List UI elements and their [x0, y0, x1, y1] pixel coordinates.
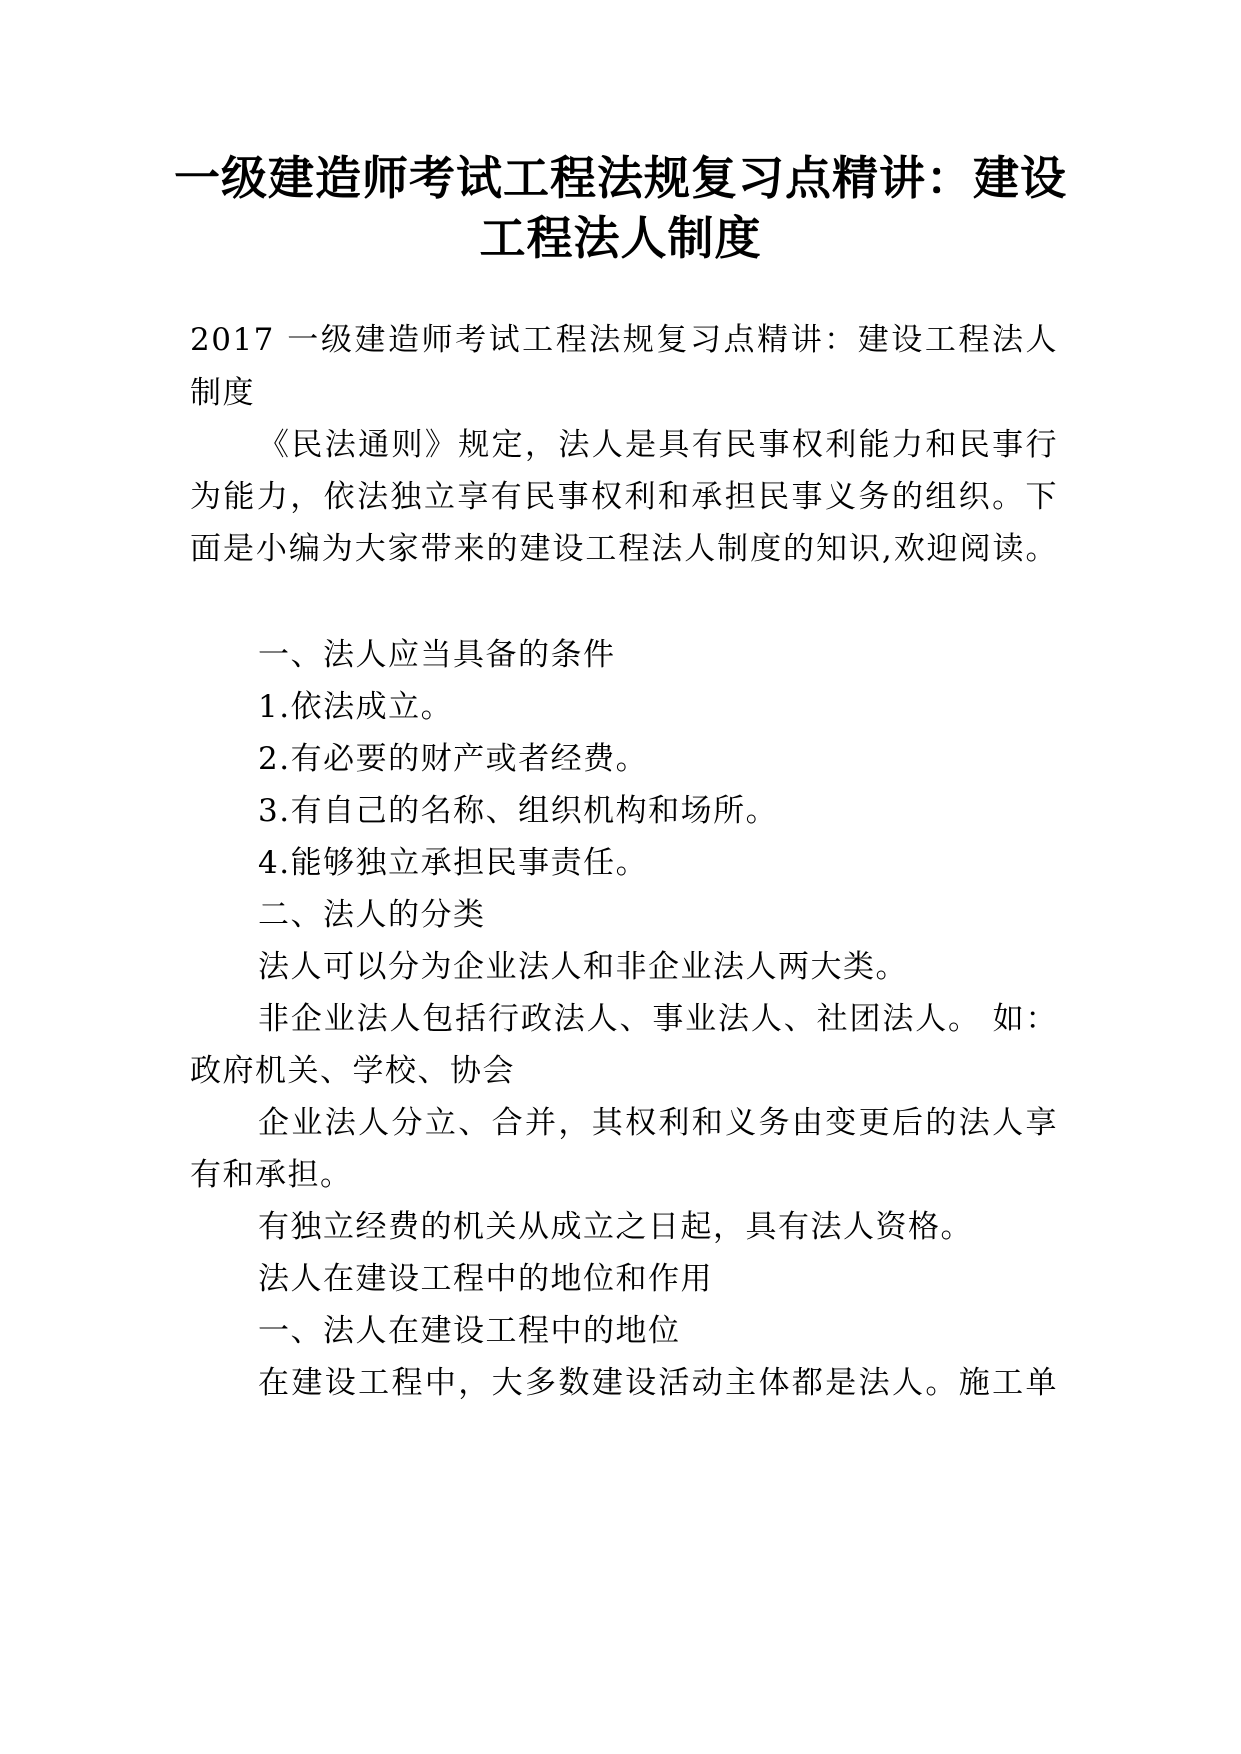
- list-item-3: 3.有自己的名称、组织机构和场所。: [258, 793, 779, 829]
- subsection-heading-1: 一、法人在建设工程中的地位: [258, 1313, 681, 1349]
- paragraph-line-3: 面是小编为大家带来的建设工程法人制度的知识,欢迎阅读。: [190, 531, 1058, 567]
- paragraph-non-enterprise-line-2: 政府机关、学校、协会: [190, 1053, 515, 1089]
- paragraph-status-line-1: 在建设工程中，大多数建设活动主体都是法人。施工单: [258, 1365, 1058, 1401]
- list-item-4: 4.能够独立承担民事责任。: [258, 845, 649, 881]
- title-line-1: 一级建造师考试工程法规复习点精讲：建设: [174, 151, 1067, 205]
- paragraph-line-1: 《民法通则》规定，法人是具有民事权利能力和民事行: [258, 427, 1058, 463]
- section-heading-1: 一、法人应当具备的条件: [258, 637, 616, 673]
- document-title: [150, 148, 1091, 268]
- list-item-2: 2.有必要的财产或者经费。: [258, 741, 649, 777]
- section-heading-3: 法人在建设工程中的地位和作用: [258, 1261, 713, 1297]
- intro-line-2: 制度: [190, 375, 255, 411]
- section-heading-2: 二、法人的分类: [258, 897, 486, 933]
- list-item-1: 1.依法成立。: [258, 689, 454, 725]
- title-line-2: 工程法人制度: [479, 211, 762, 265]
- paragraph-non-enterprise-line-1: 非企业法人包括行政法人、事业法人、社团法人。 如：: [258, 1001, 1058, 1037]
- paragraph-classification: 法人可以分为企业法人和非企业法人两大类。: [258, 949, 908, 985]
- paragraph-merger-line-1: 企业法人分立、合并，其权利和义务由变更后的法人享: [258, 1105, 1058, 1141]
- intro-line-1: 2017 一级建造师考试工程法规复习点精讲：建设工程法人: [190, 322, 1058, 358]
- paragraph-merger-line-2: 有和承担。: [190, 1157, 353, 1193]
- paragraph-line-2: 为能力，依法独立享有民事权利和承担民事义务的组织。下: [190, 479, 1058, 515]
- paragraph-agency: 有独立经费的机关从成立之日起，具有法人资格。: [258, 1209, 973, 1245]
